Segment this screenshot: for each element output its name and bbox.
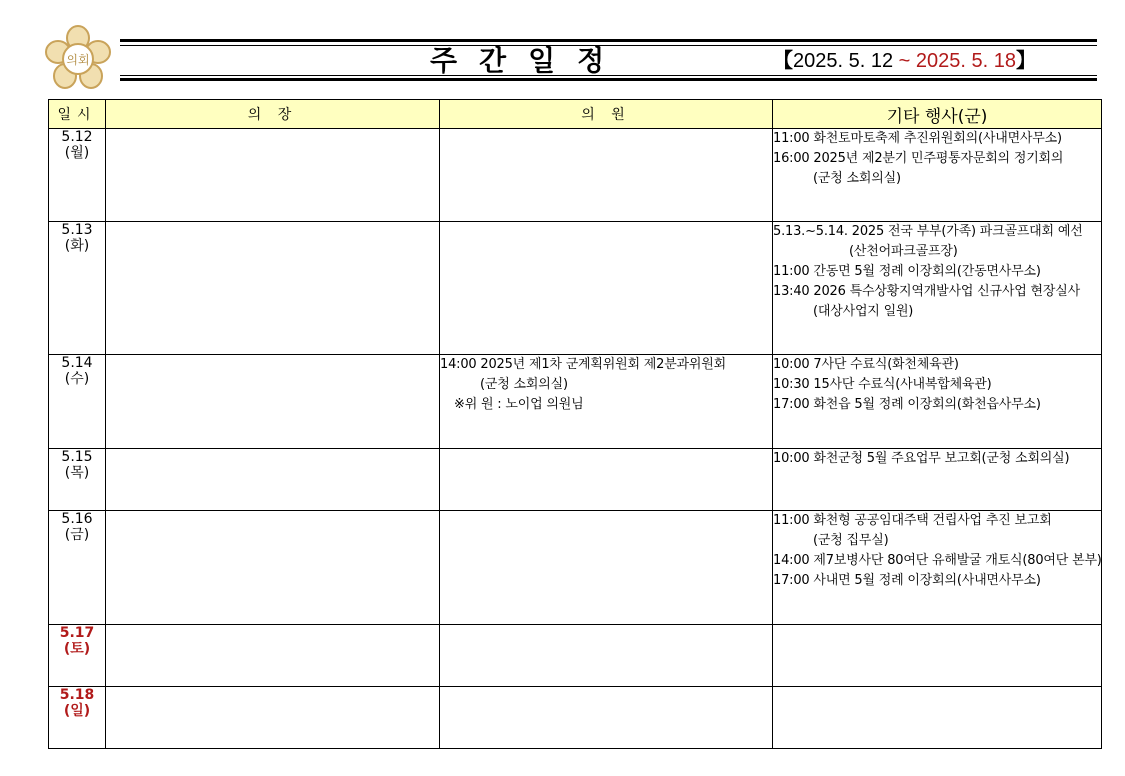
table-row xyxy=(49,355,1102,449)
day-date: 5.15 xyxy=(61,449,93,465)
event-line: 14:00 2025년 제1차 군계획위원회 제2분과위원회 xyxy=(440,357,726,372)
members-cell xyxy=(440,625,773,687)
council-emblem-logo xyxy=(40,24,116,94)
event-line: (대상사업지 일원) xyxy=(813,304,914,319)
event-line: 16:00 2025년 제2분기 민주평통자문회의 정기회의 xyxy=(773,151,1064,166)
event-line: 11:00 간동면 5월 정례 이장회의(간동면사무소) xyxy=(773,264,1041,279)
day-weekday: (금) xyxy=(64,527,90,543)
members-cell xyxy=(440,222,773,355)
day-weekday: (일) xyxy=(63,703,91,719)
event-line: 10:00 7사단 수료식(화천체육관) xyxy=(773,357,959,372)
day-cell xyxy=(49,449,106,511)
event-line: (군청 소회의실) xyxy=(480,377,568,392)
table-row xyxy=(49,511,1102,625)
event-line: 5.13.~5.14. 2025 전국 부부(가족) 파크골프대회 예선 xyxy=(773,224,1083,239)
col-header-members: 의 원 xyxy=(440,100,773,129)
svg-text:의회: 의회 xyxy=(66,53,90,67)
other-cell xyxy=(773,222,1102,355)
day-cell xyxy=(49,625,106,687)
day-weekday: (목) xyxy=(64,465,90,481)
table-row xyxy=(49,449,1102,511)
day-date: 5.14 xyxy=(61,355,93,371)
chair-cell xyxy=(106,511,440,625)
other-cell xyxy=(773,449,1102,511)
page-title: 주간일정 xyxy=(430,44,627,77)
event-line: 10:30 15사단 수료식(사내복합체육관) xyxy=(773,377,992,392)
event-line: ※위 원 : 노이업 의원님 xyxy=(454,397,584,412)
col-header-chair: 의 장 xyxy=(106,100,440,129)
col-header-other: 기타 행사(군) xyxy=(773,100,1102,129)
chair-cell xyxy=(106,449,440,511)
other-cell xyxy=(773,511,1102,625)
members-cell xyxy=(440,687,773,749)
day-cell xyxy=(49,687,106,749)
day-cell xyxy=(49,129,106,222)
chair-cell xyxy=(106,625,440,687)
day-weekday: (화) xyxy=(64,238,90,254)
day-weekday: (토) xyxy=(63,641,91,657)
chair-cell xyxy=(106,687,440,749)
day-cell xyxy=(49,355,106,449)
day-date: 5.13 xyxy=(61,222,93,238)
event-line: 11:00 화천형 공공임대주택 건립사업 추진 보고회 xyxy=(773,513,1052,528)
other-cell xyxy=(773,625,1102,687)
col-header-date: 일시 xyxy=(49,100,106,129)
event-line: 14:00 제7보병사단 80여단 유해발굴 개토식(80여단 본부) xyxy=(773,553,1102,568)
day-weekday: (수) xyxy=(64,371,90,387)
table-row xyxy=(49,129,1102,222)
day-date: 5.16 xyxy=(61,511,93,527)
other-cell xyxy=(773,129,1102,222)
members-cell xyxy=(440,129,773,222)
chair-cell xyxy=(106,129,440,222)
header-rule-top xyxy=(120,39,1097,42)
bracket-close: 】 xyxy=(1015,50,1036,72)
members-cell xyxy=(440,449,773,511)
chair-cell xyxy=(106,355,440,449)
period-separator: ~ xyxy=(893,50,916,72)
weekly-schedule-table xyxy=(48,99,1102,749)
bracket-open: 【 xyxy=(773,50,793,72)
members-cell xyxy=(440,355,773,449)
other-cell xyxy=(773,355,1102,449)
day-weekday: (월) xyxy=(64,145,90,161)
table-row xyxy=(49,222,1102,355)
date-range xyxy=(773,46,1036,76)
event-line: (군청 집무실) xyxy=(813,533,889,548)
other-cell xyxy=(773,687,1102,749)
period-end: 2025. 5. 18 xyxy=(915,50,1016,72)
table-row xyxy=(49,625,1102,687)
event-line: (산천어파크골프장) xyxy=(849,244,958,259)
day-cell xyxy=(49,511,106,625)
day-cell xyxy=(49,222,106,355)
members-cell xyxy=(440,511,773,625)
day-date: 5.18 xyxy=(59,687,95,703)
day-date: 5.12 xyxy=(61,129,93,145)
chair-cell xyxy=(106,222,440,355)
event-line: 13:40 2026 특수상황지역개발사업 신규사업 현장실사 xyxy=(773,284,1080,299)
day-date: 5.17 xyxy=(59,625,95,641)
table-row xyxy=(49,687,1102,749)
event-line: 10:00 화천군청 5월 주요업무 보고회(군청 소회의실) xyxy=(773,451,1070,466)
event-line: 17:00 화천읍 5월 정례 이장회의(화천읍사무소) xyxy=(773,397,1041,412)
header-rule-bottom xyxy=(120,78,1097,81)
period-start: 2025. 5. 12 xyxy=(793,50,894,72)
event-line: (군청 소회의실) xyxy=(813,171,901,186)
event-line: 17:00 사내면 5월 정례 이장회의(사내면사무소) xyxy=(773,573,1041,588)
event-line: 11:00 화천토마토축제 추진위원회의(사내면사무소) xyxy=(773,131,1062,146)
